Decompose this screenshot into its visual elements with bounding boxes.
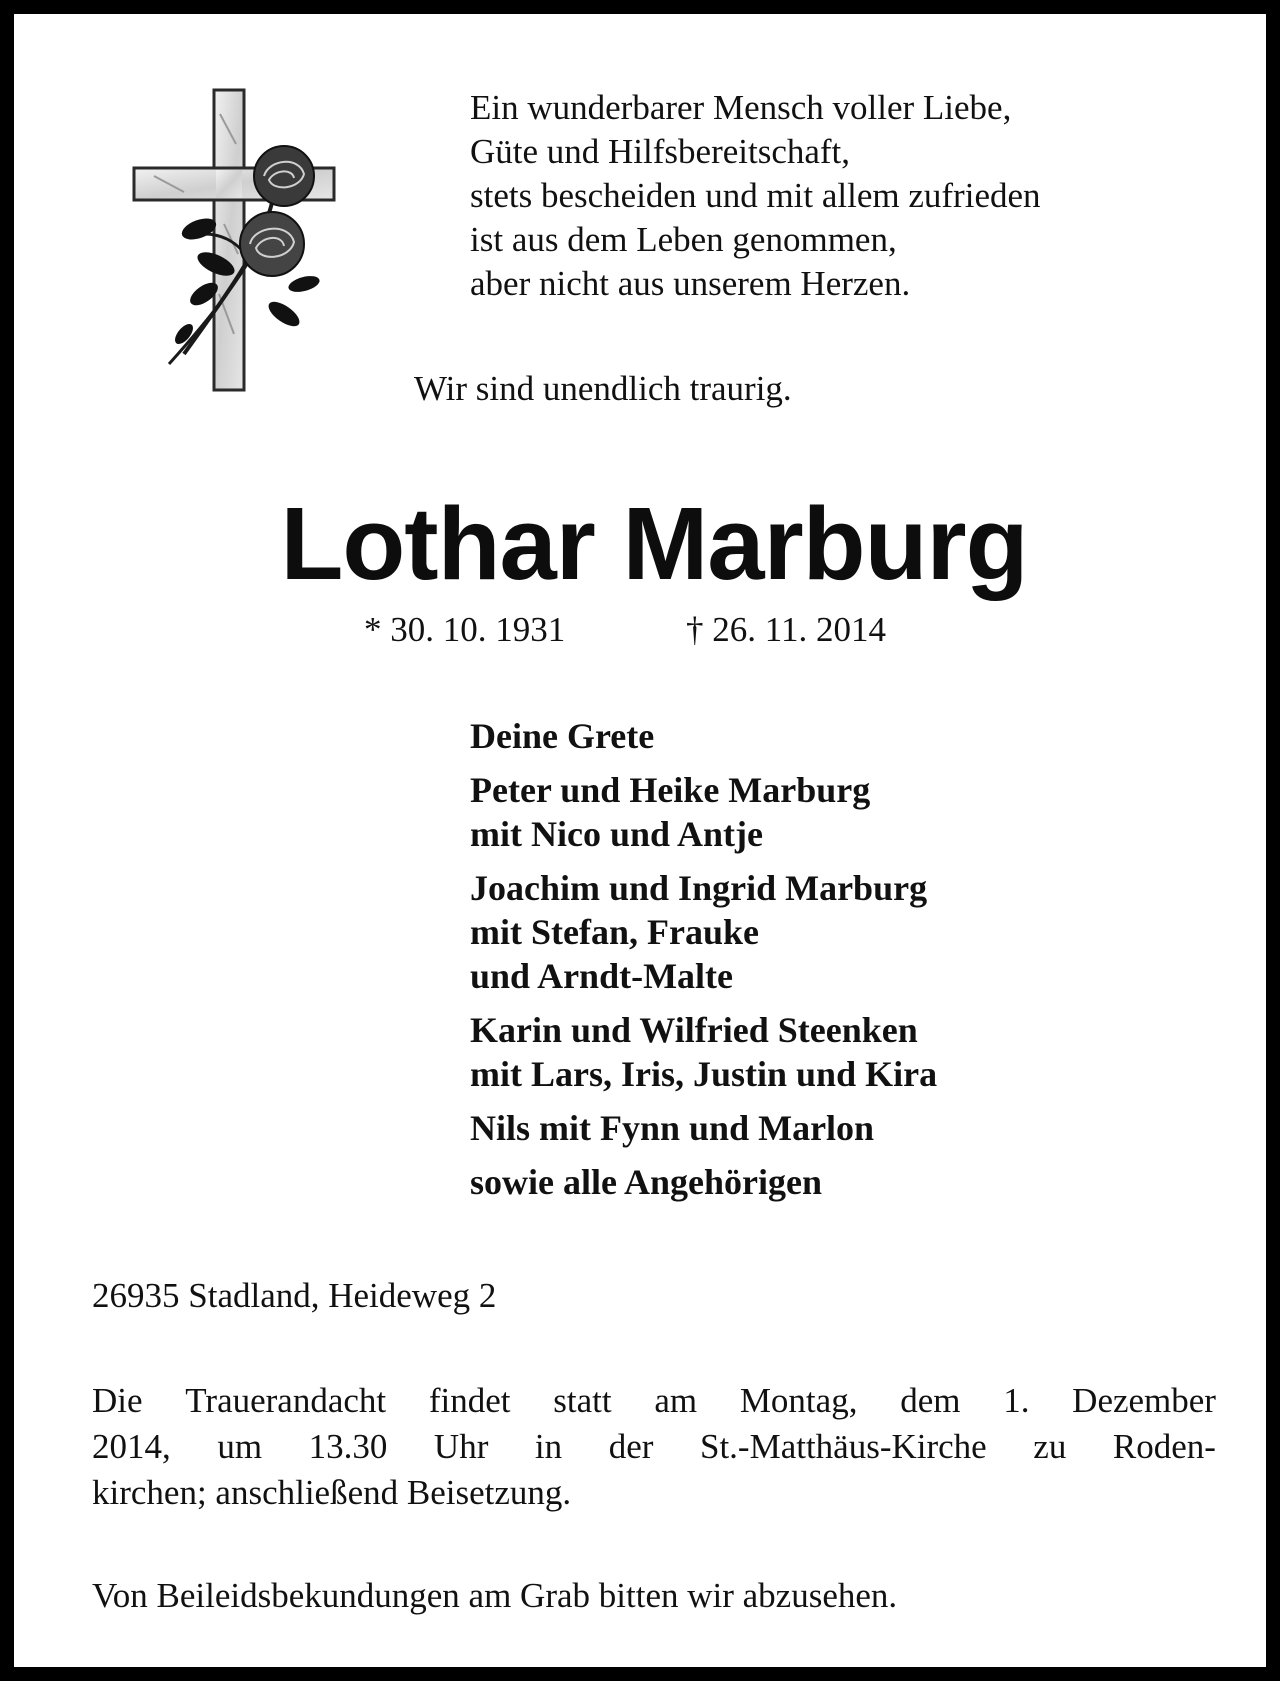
service-line xyxy=(92,1424,1216,1470)
service-word: um xyxy=(217,1427,263,1466)
service-word: zu xyxy=(1033,1427,1067,1466)
service-line: kirchen; anschließend Beisetzung. xyxy=(92,1473,572,1512)
family-group xyxy=(470,768,937,856)
death-date: † 26. 11. 2014 xyxy=(686,610,886,649)
life-dates xyxy=(364,608,886,652)
family-group xyxy=(470,866,937,998)
service-word: Dezember xyxy=(1072,1381,1216,1420)
closing-note: Von Beileidsbekundungen am Grab bitten wir abzusehen. xyxy=(92,1576,898,1615)
family-group xyxy=(470,1008,937,1096)
family-line: und Arndt-Malte xyxy=(470,956,734,996)
family-line: Deine Grete xyxy=(470,716,655,756)
family-line: Karin und Wilfried Steenken xyxy=(470,1010,918,1050)
service-word: 1. xyxy=(1003,1381,1030,1420)
poem-line: stets bescheiden und mit allem zufrieden xyxy=(470,176,1041,215)
sadness-line: Wir sind unendlich traurig. xyxy=(414,369,792,408)
service-word: findet xyxy=(428,1381,511,1420)
family-list xyxy=(470,714,937,1214)
poem-line: aber nicht aus unserem Herzen. xyxy=(470,264,911,303)
birth-date: * 30. 10. 1931 xyxy=(364,610,566,649)
service-word: Die xyxy=(92,1381,143,1420)
service-word: 2014, xyxy=(92,1427,171,1466)
service-word: am xyxy=(654,1381,698,1420)
family-group xyxy=(470,1106,937,1150)
poem-line: Ein wunderbarer Mensch voller Liebe, xyxy=(470,88,1012,127)
service-word: Roden- xyxy=(1112,1427,1216,1466)
family-line: Joachim und Ingrid Marburg xyxy=(470,868,928,908)
service-word: Uhr xyxy=(433,1427,489,1466)
poem-line: Güte und Hilfsbereitschaft, xyxy=(470,132,851,171)
poem-line: ist aus dem Leben genommen, xyxy=(470,220,897,259)
family-line: sowie alle Angehörigen xyxy=(470,1162,822,1202)
service-word: in xyxy=(534,1427,563,1466)
service-word: Montag, xyxy=(739,1381,858,1420)
service-word: 13.30 xyxy=(308,1427,388,1466)
family-line: mit Nico und Antje xyxy=(470,814,764,854)
deceased-name: Lothar Marburg xyxy=(280,486,1028,601)
family-line: Nils mit Fynn und Marlon xyxy=(470,1108,875,1148)
service-word: St.-Matthäus-Kirche xyxy=(699,1427,987,1466)
service-word: Trauerandacht xyxy=(185,1381,387,1420)
poem xyxy=(470,86,1041,306)
service-announcement xyxy=(92,1378,1216,1516)
address: 26935 Stadland, Heideweg 2 xyxy=(92,1276,497,1315)
service-word: statt xyxy=(553,1381,612,1420)
family-line: mit Stefan, Frauke xyxy=(470,912,759,952)
service-word: der xyxy=(608,1427,654,1466)
cross-with-roses-icon xyxy=(124,84,339,394)
service-line xyxy=(92,1378,1216,1424)
family-group xyxy=(470,714,937,758)
family-line: mit Lars, Iris, Justin und Kira xyxy=(470,1054,938,1094)
service-word: dem xyxy=(900,1381,961,1420)
family-line: Peter und Heike Marburg xyxy=(470,770,871,810)
family-group xyxy=(470,1160,937,1204)
